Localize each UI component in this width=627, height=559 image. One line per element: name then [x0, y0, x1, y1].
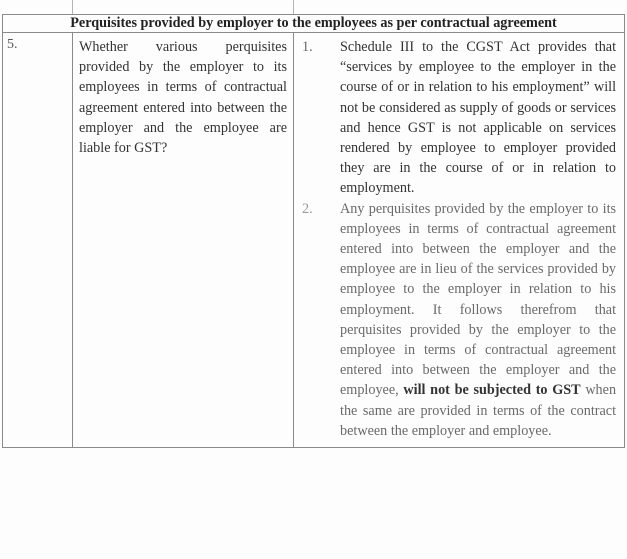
answer-cell	[294, 33, 625, 448]
answer-item-2	[302, 199, 616, 441]
answer-number: 1.	[302, 39, 313, 55]
answer-item-1	[302, 37, 616, 199]
faq-table	[2, 14, 625, 448]
column-tick	[293, 0, 294, 14]
answer-text: Schedule III to the CGST Act provides that “services by employee to the employer in the course of or in relation to his employment” will not be considered as supply of goods or services and hence GST is not applicable on services rendered by employee to employer provided they are in the course of or in relation to employment.	[340, 39, 617, 197]
answer-text-part: when the same are provided in terms of the contract between the employer and employee.	[340, 382, 617, 439]
answer-bold-phrase: will not be subjected to GST	[403, 382, 581, 399]
header-row	[3, 15, 625, 33]
row-number: 5.	[3, 33, 73, 448]
column-tick	[72, 0, 73, 14]
answer-text-part: Any perquisites provided by the employer to its employees in terms of contractual agreement entered into between the employer and the employee are in lieu of the services provided by employee to the employer in relation to his employment. It follows therefrom that perquisites provided by the employer to the employee in terms of contractual agreement entered into between the employer and the employee,	[340, 200, 617, 399]
answer-number: 2.	[302, 200, 313, 217]
section-heading: Perquisites provided by employer to the employees as per contractual agreement	[3, 15, 625, 33]
table-row	[3, 33, 625, 448]
answer-text	[340, 199, 616, 441]
question-cell: Whether various perquisites provided by the employer to its employees in terms of contractual agreement entered into between the employer and the employee are liable for GST?	[73, 33, 294, 448]
answer-list	[302, 37, 616, 441]
